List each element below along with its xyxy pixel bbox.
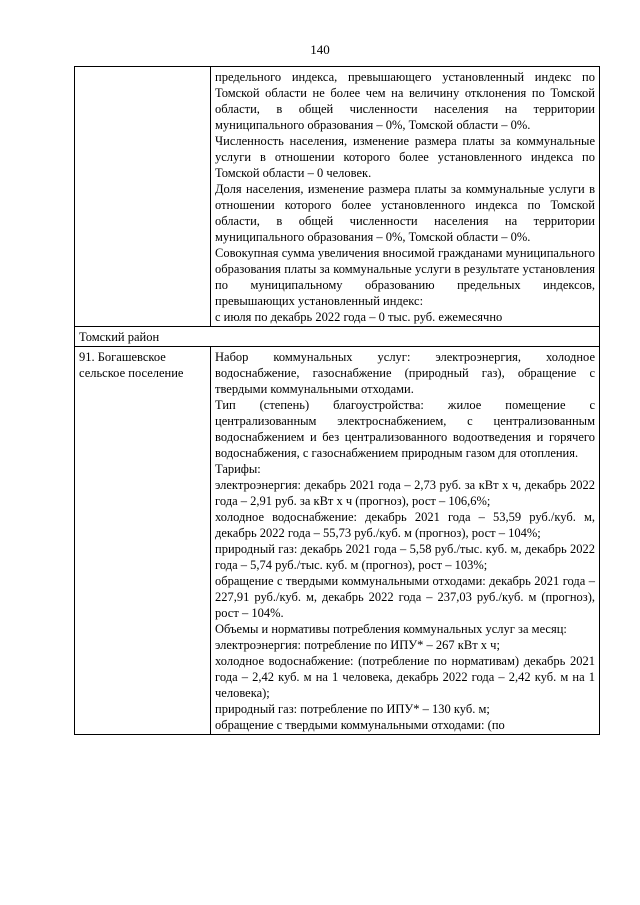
paragraph: природный газ: потребление по ИПУ* – 130 куб. м; <box>215 702 490 716</box>
paragraph: Численность населения, изменение размера платы за коммунальные услуги в отношении которого более установленного индекса по Томской области – 0 человек. <box>215 134 595 180</box>
paragraph: Доля населения, изменение размера платы за коммунальные услуги в отношении которого более установленного индекса по Томской области, в общей численности населения на территории муниципального образования – 0%, Томской области – 0%. <box>215 182 595 244</box>
paragraph: Объемы и нормативы потребления коммунальных услуг за месяц: <box>215 622 567 636</box>
paragraph: предельного индекса, превышающего установленный индекс по Томской области не более чем на величину отклонения по Томской области, в общей численности населения на территории муниципального образования – 0%, Томской области – 0%. <box>215 70 595 132</box>
table-row <box>75 67 600 327</box>
paragraph: холодное водоснабжение: (потребление по нормативам) декабрь 2021 года – 2,42 куб. м на 1 человека, декабрь 2022 года – 2,42 куб. м на 1 человека); <box>215 654 595 700</box>
paragraph: электроэнергия: потребление по ИПУ* – 267 кВт х ч; <box>215 638 500 652</box>
paragraph: с июля по декабрь 2022 года – 0 тыс. руб. ежемесячно <box>215 310 503 324</box>
table-row <box>75 347 600 735</box>
paragraph: холодное водоснабжение: декабрь 2021 года – 53,59 руб./куб. м, декабрь 2022 года – 55,73 руб./куб. м (прогноз), рост – 104%; <box>215 510 595 540</box>
paragraph: Тарифы: <box>215 462 261 476</box>
paragraph: Тип (степень) благоустройства: жилое помещение с централизованным электроснабжением, с централизованным водоснабжением и без централизованного водоотведения и горячего водоснабжения, с газоснабжением природным газом для отопления. <box>215 398 595 460</box>
paragraph: Набор коммунальных услуг: электроэнергия, холодное водоснабжение, газоснабжение (природный газ), обращение с твердыми коммунальными отходами. <box>215 350 595 396</box>
table-row <box>75 327 600 347</box>
paragraph: природный газ: декабрь 2021 года – 5,58 руб./тыс. куб. м, декабрь 2022 года – 5,74 руб./тыс. куб. м (прогноз), рост – 103%; <box>215 542 595 572</box>
paragraph: электроэнергия: декабрь 2021 года – 2,73 руб. за кВт х ч, декабрь 2022 года – 2,91 руб. за кВт х ч (прогноз), рост – 106,6%; <box>215 478 595 508</box>
region-heading: Томский район <box>75 327 600 347</box>
paragraph: Совокупная сумма увеличения вносимой гражданами муниципального образования платы за коммунальные услуги в результате установления по муниципальному образованию предельных индексов, превышающих установленный индекс: <box>215 246 595 308</box>
row1-content-cell <box>211 67 600 327</box>
row1-left-cell <box>75 67 211 327</box>
settlement-name: 91. Богашевское сельское поселение <box>75 347 211 735</box>
tariff-table <box>74 66 600 735</box>
paragraph: обращение с твердыми коммунальными отходами: декабрь 2021 года – 227,91 руб./куб. м, декабрь 2022 года – 237,03 руб./куб. м (прогноз), рост – 104%. <box>215 574 595 620</box>
row2-content-cell <box>211 347 600 735</box>
paragraph: обращение с твердыми коммунальными отходами: (по <box>215 718 505 732</box>
page-number: 140 <box>310 42 330 57</box>
